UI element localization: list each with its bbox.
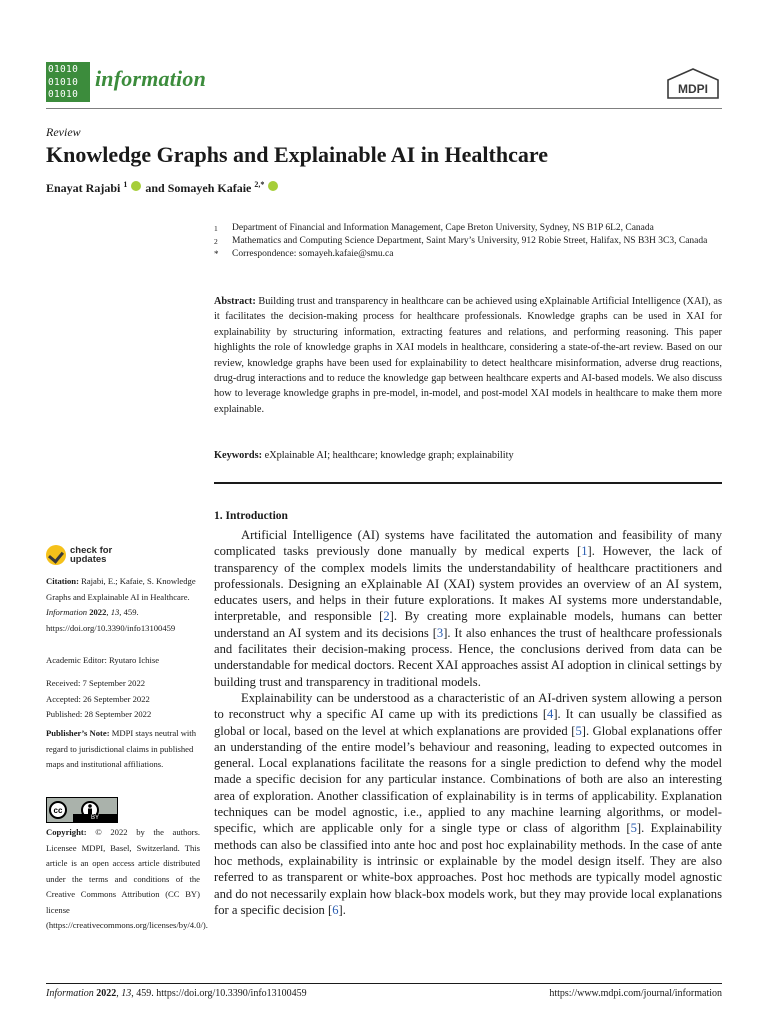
author-name[interactable]: Enayat Rajabi	[46, 181, 121, 195]
copyright-label: Copyright:	[46, 827, 87, 837]
header-divider	[46, 108, 722, 109]
affiliation-mark: 1	[123, 180, 128, 189]
academic-editor: Academic Editor: Ryutaro Ichise	[46, 655, 160, 665]
author-list	[46, 180, 279, 196]
cc-by-license-badge[interactable]	[46, 797, 118, 823]
author-conjunction: and	[145, 181, 168, 195]
body-text: ]. Explainability methods can also be classified into ante hoc and post hoc explainability methods. In the case of ante hoc methods, explainability is intrinsic or explainable by the model design itself. They are also referred to as transparent or white-box approaches. Post hoc methods are typically model agnostic and do not necessarily explain how black-box models work, but they may provide local explanations for a specific decision [	[214, 821, 723, 917]
citation-volume: 13	[110, 607, 120, 617]
citation-year: 2022	[87, 607, 107, 617]
section-heading: 1. Introduction	[214, 510, 288, 522]
check-for-updates-label	[70, 546, 112, 565]
abstract-label: Abstract:	[214, 296, 256, 307]
body-text: ]. It also enhances the trust of healthcare professionals and facilitates their decision-making process. Hence, the conclusions derived from data can be understandable for medical doctors. Recent XAI approaches assist AI adoption in clinical settings by building trust and transparency in traditional models.	[214, 625, 722, 689]
affiliation-item	[214, 235, 724, 248]
check-for-updates-button[interactable]	[46, 545, 112, 565]
body-text: ]. It can usually be classified as global or local, based on the level at which explanations are provided [	[214, 707, 722, 738]
citation-text: ,	[106, 607, 111, 617]
abstract	[214, 294, 722, 417]
publisher-note	[46, 726, 200, 773]
received-date: Received: 7 September 2022	[46, 678, 146, 688]
citation-link[interactable]: 3	[436, 625, 444, 640]
journal-logo-icon	[46, 62, 90, 102]
cc-icon: cc	[49, 801, 67, 819]
publisher-logo-icon	[666, 68, 720, 105]
citation-text: Rajabi, E.; Kafaie, S. Knowledge Graphs and Explainable AI in Healthcare.	[46, 576, 196, 602]
citation-link[interactable]: 2	[383, 609, 390, 624]
affiliation-number: 2	[214, 237, 218, 246]
publisher-note-label: Publisher’s Note:	[46, 728, 110, 738]
accepted-date: Accepted: 26 September 2022	[46, 693, 150, 704]
footer-journal: Information	[46, 988, 94, 999]
footer-text: ,	[116, 988, 122, 999]
affiliation-item	[214, 222, 724, 235]
affiliation-text: Mathematics and Computing Science Department, Saint Mary’s University, 912 Robie Street, Halifax, NS B3H 3C3, Canada	[232, 236, 708, 246]
keywords	[214, 450, 722, 461]
footer-doi[interactable]: , 459. https://doi.org/10.3390/info13100459	[131, 988, 307, 999]
author-name[interactable]: Somayeh Kafaie	[167, 181, 252, 195]
footer-volume: 13	[121, 988, 132, 999]
check-line: updates	[70, 554, 107, 565]
footer-journal-url[interactable]: https://www.mdpi.com/journal/information	[549, 988, 722, 999]
published-date: Published: 28 September 2022	[46, 709, 152, 719]
keywords-text: eXplainable AI; healthcare; knowledge graph; explainability	[264, 450, 514, 461]
affiliation-number: 1	[214, 224, 218, 233]
body-text: ]. By creating more explainable models, humans can better understand an AI system and its decisions [	[214, 609, 722, 640]
introduction-body	[214, 527, 722, 918]
correspondence-text[interactable]: Correspondence: somayeh.kafaie@smu.ca	[232, 249, 394, 259]
body-text: Artificial Intelligence (AI) systems have facilitated the automation and feasibility of many complicated tasks previously done manually by medical experts [	[214, 528, 722, 559]
body-text: ].	[338, 902, 346, 917]
citation-link[interactable]: 4	[547, 707, 554, 722]
body-text: Explainability can be understood as a characteristic of an AI-driven system allowing a person to reconstruct why a specific AI came up with its predictions [	[214, 690, 722, 722]
journal-name: information	[95, 66, 207, 91]
citation-link[interactable]: 6	[332, 902, 339, 917]
logo-line: 01010	[48, 89, 79, 100]
affiliation-text: Department of Financial and Information Management, Cape Breton University, Sydney, NS B1P 6L2, Canada	[232, 223, 654, 233]
copyright-notice	[46, 825, 208, 934]
keywords-label: Keywords:	[214, 450, 263, 461]
logo-line: 01010	[48, 76, 79, 88]
check-line: check for	[70, 544, 113, 556]
affiliation-number: *	[214, 249, 219, 259]
citation-block	[46, 574, 200, 636]
body-text: ]. Global explanations offer an understanding of the entire model’s behaviour and reasoning, leading to expected outcomes in general. Local explanations facilitate the reasons for a single prediction to defend why the model made a specific decision for any particular instance. Combinations of both are also an interesting area of exploration. Another classification of explainability is in terms of applicability. Explanation techniques can be model agnostic, i.e., applied to any machine learning algorithms, or model-specific, which are applicable only for a single type or class of algorithm [	[214, 723, 722, 836]
page-title: Knowledge Graphs and Explainable AI in Healthcare	[46, 142, 549, 167]
citation-label: Citation:	[46, 576, 79, 586]
affiliation-item	[214, 248, 724, 261]
citation-journal: Information	[46, 607, 88, 617]
affiliation-mark: 2,*	[254, 180, 265, 189]
affiliations	[214, 222, 724, 261]
paragraph	[214, 527, 722, 690]
citation-doi[interactable]: , 459. https://doi.org/10.3390/info13100459	[46, 607, 176, 633]
body-text: ]. However, the lack of transparency of the complex models limits the understandability of healthcare practitioners and professionals. Designing an eXplainable AI (XAI) system provides an overview of an AI system, educates users, and helps in their future explorations. It makes AI systems more understandable, interpretable, and responsible [	[214, 544, 722, 624]
paragraph	[214, 690, 722, 918]
logo-line: 01010	[48, 64, 79, 75]
citation-link[interactable]: 5	[630, 821, 637, 836]
check-icon	[46, 545, 66, 565]
footer-divider	[46, 983, 722, 984]
orcid-icon[interactable]	[131, 181, 141, 191]
copyright-text: © 2022 by the authors. Licensee MDPI, Basel, Switzerland. This article is an open access article distributed under the terms and conditions of the Creative Commons Attribution (CC BY) license (https://creativecommons.org/licenses/by/4.0/).	[46, 827, 208, 930]
article-type: Review	[46, 125, 81, 139]
orcid-icon[interactable]	[268, 181, 278, 191]
abstract-text: Building trust and transparency in healthcare can be achieved using eXplainable Artificial Intelligence (XAI), as it facilitates the decision-making process for healthcare professionals. Knowledge graphs can be used in XAI for explainability by structuring information, extracting features and relations, and performing reasoning. This paper highlights the role of knowledge graphs in XAI models in healthcare, considering a state-of-the-art review. Based on our review, knowledge graphs have been used for explainability to detect healthcare misinformation, adverse drug reactions, drug-drug interactions and to reduce the knowledge gap between healthcare experts and AI-based models. We also discuss how to leverage knowledge graphs in pre-model, in-model, and post-model XAI models in healthcare to make them more explainable.	[214, 296, 723, 415]
section-divider	[214, 482, 722, 484]
publication-dates	[46, 676, 200, 723]
publisher-note-text: MDPI stays neutral with regard to jurisdictional claims in published maps and institutional affiliations.	[46, 728, 196, 769]
publisher-name: MDPI	[678, 82, 708, 96]
citation-link[interactable]: 1	[581, 544, 588, 559]
citation-link[interactable]: 5	[575, 723, 582, 738]
footer-citation	[46, 988, 307, 999]
by-label: BY	[73, 814, 117, 822]
footer-year: 2022	[93, 988, 117, 999]
